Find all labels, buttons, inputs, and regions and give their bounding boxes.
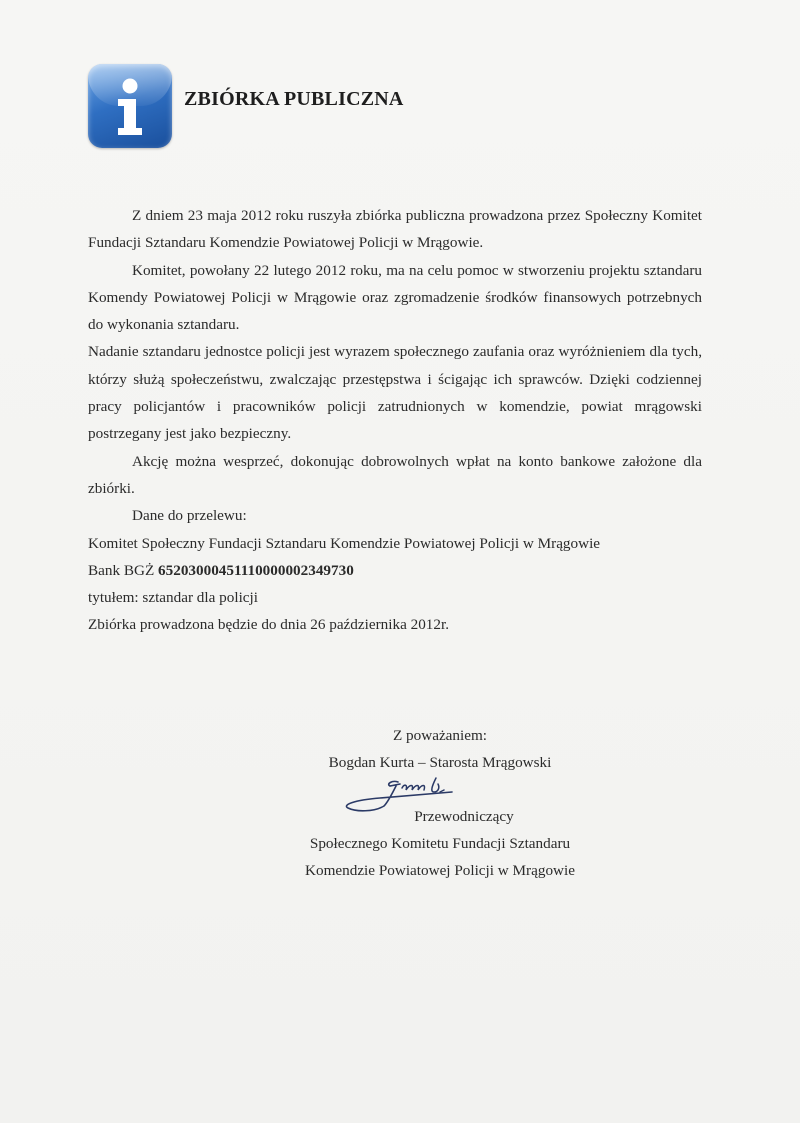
deadline-text: Zbiórka prowadzona będzie do dnia 26 października 2012r. xyxy=(88,616,449,634)
transfer-recipient: Komitet Społeczny Fundacji Sztandaru Komendzie Powiatowej Policji w Mrągowie xyxy=(88,534,601,552)
account-number: 65203000451110000002349730 xyxy=(158,561,354,579)
transfer-title: tytułem: sztandar dla policji xyxy=(88,589,258,607)
page-title: ZBIÓRKA PUBLICZNA xyxy=(184,88,404,110)
letter-body xyxy=(88,202,702,639)
bank-label: Bank BGŻ xyxy=(88,561,159,579)
paragraph-2: Komitet, powołany 22 lutego 2012 roku, ma na celu pomoc w stworzeniu projektu sztandaru Komendy Powiatowej Policji w Mrągowie oraz zgromadzenie środków finansowych potrzebnych do wykonania sztandaru. xyxy=(88,261,702,334)
info-glyph xyxy=(88,64,172,148)
bank-account-line xyxy=(88,557,702,584)
committee-line-1: Społecznego Komitetu Fundacji Sztandaru xyxy=(309,835,571,852)
paragraph-3: Nadanie sztandaru jednostce policji jest wyrazem społecznego zaufania oraz wyróżnieniem dla tych, którzy służą społeczeństwu, zwalczając przestępstwa i ścigając ich sprawców. Dzięki codziennej pracy policjantów i pracowników policji zatrudnionych w komendzie, powiat mrągowski postrzegany jest jako bezpieczny. xyxy=(88,343,702,443)
signer-role: Przewodniczący xyxy=(414,808,514,825)
regards-text: Z poważaniem: xyxy=(392,727,488,744)
committee-line-2: Komendzie Powiatowej Policji w Mrągowie xyxy=(305,862,575,879)
handwritten-signature xyxy=(340,772,460,816)
paragraph-4: Akcję można wesprzeć, dokonując dobrowolnych wpłat na konto bankowe założone dla zbiórki. xyxy=(88,452,702,497)
info-icon xyxy=(88,64,172,148)
transfer-data-label: Dane do przelewu: xyxy=(132,507,247,525)
signer-name: Bogdan Kurta – Starosta Mrągowski xyxy=(328,754,552,771)
paragraph-1: Z dniem 23 maja 2012 roku ruszyła zbiórka publiczna prowadzona przez Społeczny Komitet Fundacji Sztandaru Komendzie Powiatowej Policji w Mrągowie. xyxy=(88,207,702,252)
